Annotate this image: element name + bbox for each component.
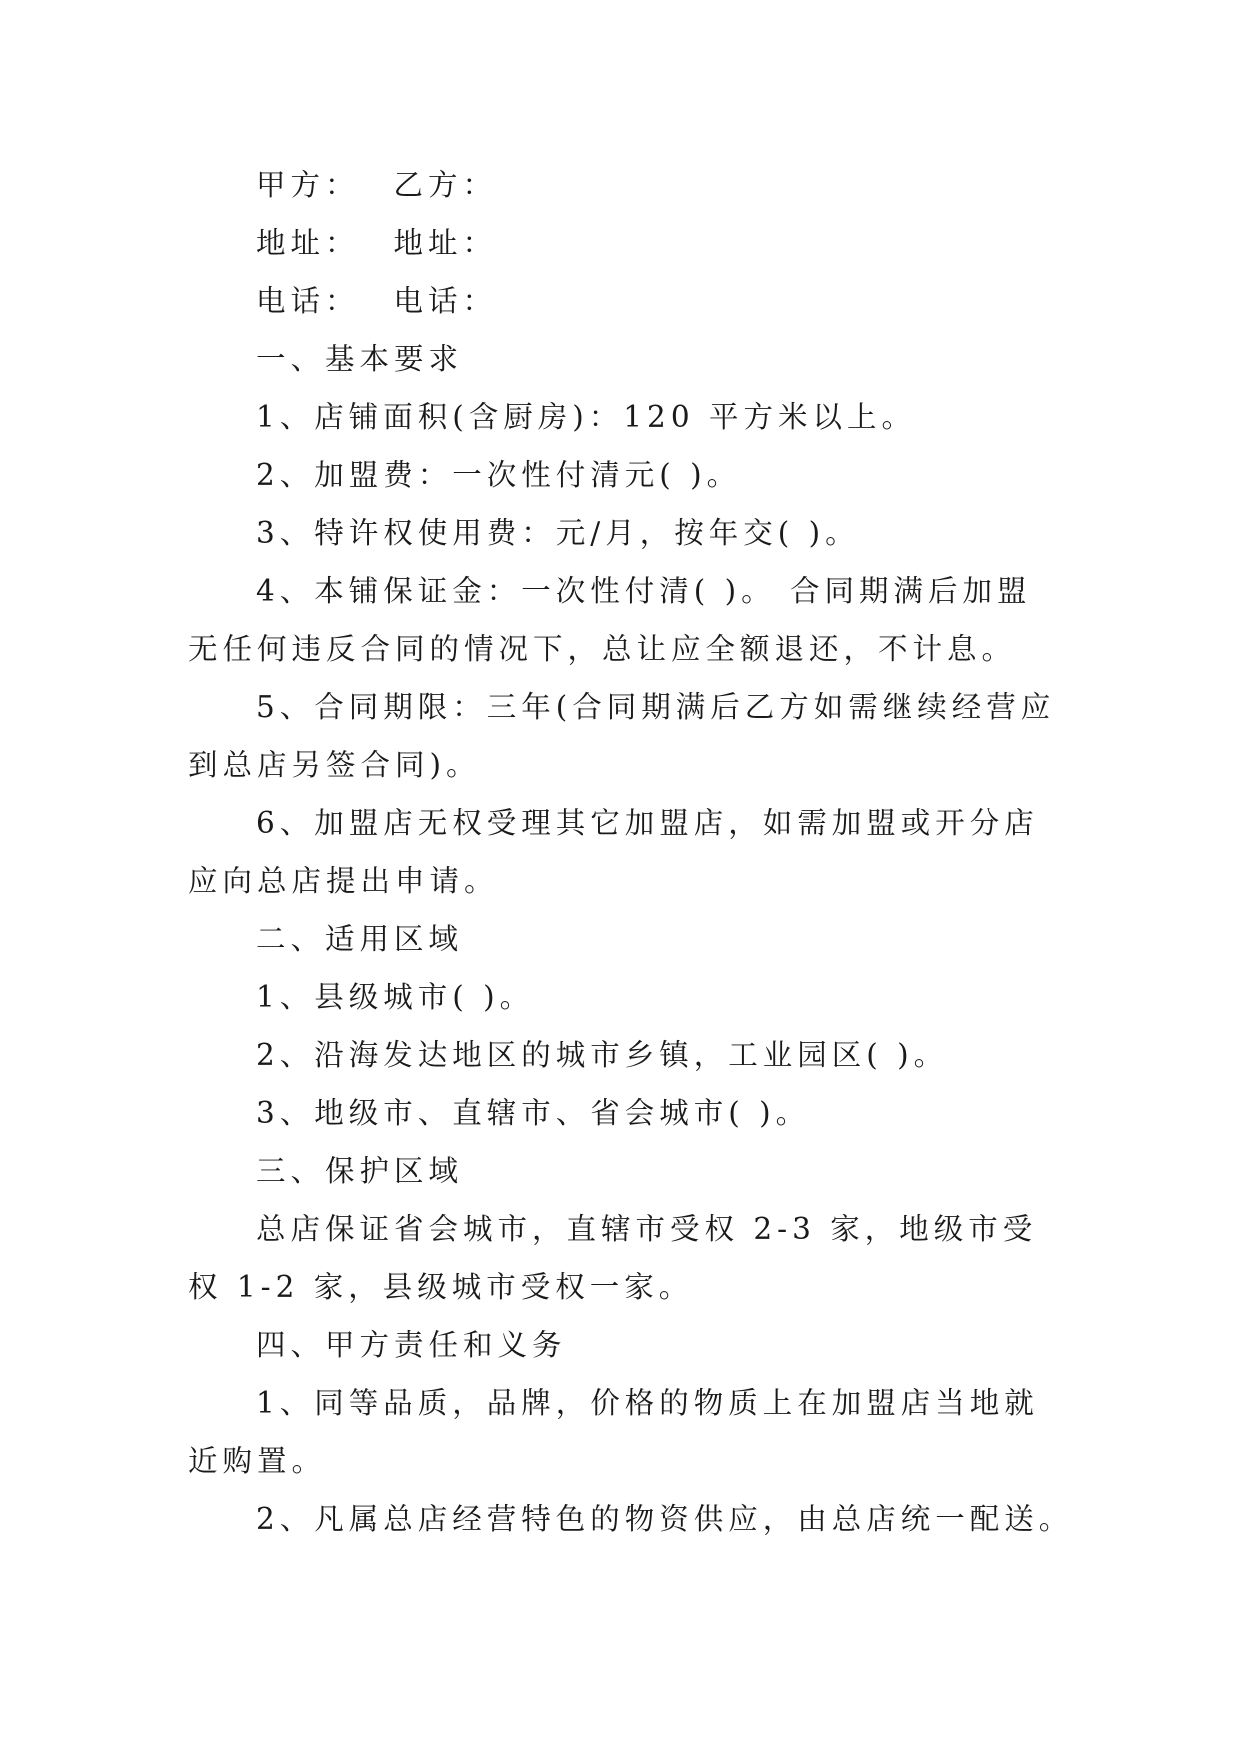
paragraph: 2、凡属总店经营特色的物资供应，由总店统一配送。: [256, 1502, 1074, 1536]
party-a-phone-label: 电话：: [256, 284, 360, 318]
party-a-label: 甲方：: [256, 168, 360, 202]
paragraph: 1、店铺面积(含厨房)：120 平方米以上。: [256, 400, 916, 434]
paragraph: 4、本铺保证金：一次性付清( )。 合同期满后加盟无任何违反合同的情况下，总让应全额退还，不计息。: [188, 574, 1032, 666]
party-line: [188, 156, 1058, 214]
paragraph: 3、特许权使用费：元/月，按年交( )。: [256, 516, 860, 550]
section-heading: 三、保护区域: [256, 1154, 464, 1188]
party-b-label: 乙方：: [393, 168, 498, 202]
section-heading: 二、适用区域: [256, 922, 464, 956]
paragraph: 2、沿海发达地区的城市乡镇，工业园区( )。: [256, 1038, 949, 1072]
party-b-address-label: 地址：: [393, 226, 498, 260]
paragraph: 2、加盟费：一次性付清元( )。: [256, 458, 742, 492]
phone-line: [188, 272, 1058, 330]
paragraph: 1、同等品质，品牌，价格的物质上在加盟店当地就近购置。: [188, 1386, 1039, 1478]
document-body: [188, 156, 1074, 1548]
address-line: [188, 214, 1058, 272]
section-heading: 四、甲方责任和义务: [256, 1328, 567, 1362]
paragraph: 5、合同期限：三年(合同期满后乙方如需继续经营应到总店另签合同)。: [188, 690, 1056, 782]
paragraph: 6、加盟店无权受理其它加盟店，如需加盟或开分店应向总店提出申请。: [188, 806, 1039, 898]
party-b-phone-label: 电话：: [393, 284, 498, 318]
paragraph: 总店保证省会城市，直辖市受权 2-3 家，地级市受权 1-2 家，县级城市受权一家。: [188, 1212, 1038, 1304]
section-heading: 一、基本要求: [256, 342, 464, 376]
party-a-address-label: 地址：: [256, 226, 360, 260]
paragraph: 1、县级城市( )。: [256, 980, 535, 1014]
paragraph: 3、地级市、直辖市、省会城市( )。: [256, 1096, 811, 1130]
